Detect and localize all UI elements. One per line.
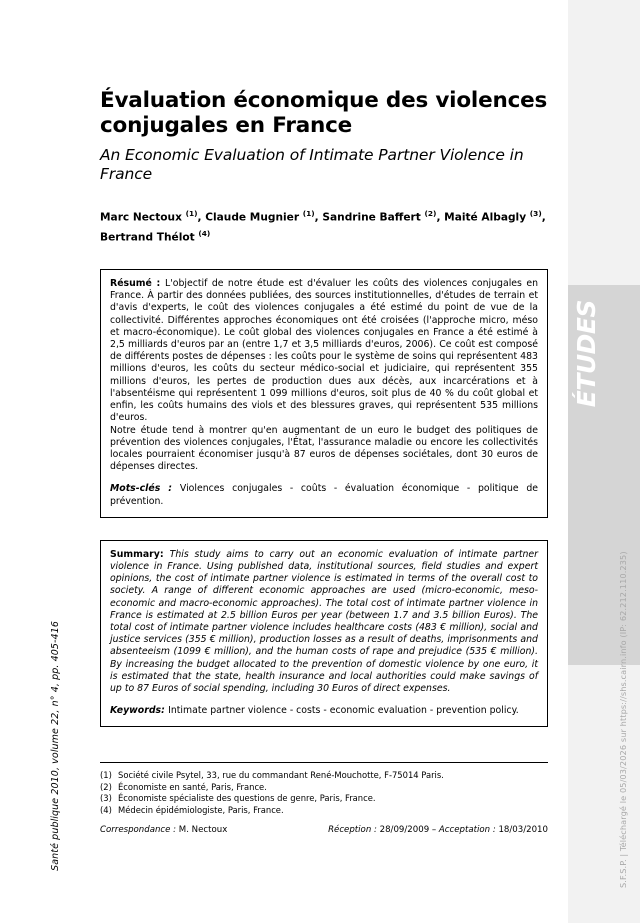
correspondence-row — [100, 825, 548, 835]
author-name-3: Sandrine Baffert — [322, 211, 425, 224]
abstract-fr-label: Résumé : — [110, 278, 165, 290]
keywords-fr — [110, 483, 538, 507]
author-affiliation-marker-2: (1) — [302, 209, 315, 218]
footnote-list — [100, 770, 548, 816]
acceptation-date: 18/03/2010 — [498, 825, 548, 835]
author-name-5: Bertrand Thélot — [100, 231, 199, 244]
footnote-item — [100, 793, 548, 805]
author-affiliation-marker-4: (3) — [529, 209, 542, 218]
page-subtitle: An Economic Evaluation of Intimate Partner Violence in France — [100, 146, 524, 183]
author-sep-2: , — [314, 211, 323, 224]
author-name-2: Claude Mugnier — [205, 211, 303, 224]
journal-citation-vertical: Santé publique 2010, volume 22, n° 4, pp. 405-416 — [50, 621, 61, 871]
keywords-fr-label: Mots-clés : — [110, 483, 180, 495]
date-separator: – — [431, 825, 439, 835]
keywords-en-label: Keywords: — [110, 705, 169, 717]
abstract-box-french — [100, 269, 548, 518]
abstract-fr-paragraph-2: Notre étude tend à montrer qu'en augmentant de un euro le budget des politiques de prévention des violences conjugales, l'État, l'assurance maladie ou encore les collectivités locales pourraient économiser jusqu'à 87 euros de dépenses sociétales, dont 30 euros de dépenses directes. — [110, 424, 538, 473]
correspondence-label: Correspondance : — [100, 825, 179, 835]
author-name-1: Marc Nectoux — [100, 211, 186, 224]
footnote-item — [100, 805, 548, 817]
author-name-4: Maité Albagly — [444, 211, 530, 224]
page-title: Évaluation économique des violences conjugales en France — [100, 88, 548, 138]
footnote-text: Médecin épidémiologiste, Paris, France. — [118, 804, 284, 815]
footnote-divider — [100, 762, 548, 763]
abstract-en-paragraph-1 — [110, 549, 538, 695]
footnote-text: Économiste spécialiste des questions de genre, Paris, France. — [118, 793, 376, 804]
abstract-fr-paragraph-1 — [110, 278, 538, 424]
footnote-text: Économiste en santé, Paris, France. — [118, 781, 267, 792]
acceptation-label: Acceptation : — [438, 825, 499, 835]
section-tab-label: ÉTUDES — [572, 300, 601, 408]
footnote-item — [100, 782, 548, 794]
download-watermark-text: S.F.S.P. | Téléchargé le 05/03/2026 sur https://shs.cairn.info (IP: 62.212.110.235) — [618, 551, 628, 888]
abstract-box-english — [100, 540, 548, 728]
keywords-fr-value: Violences conjugales - coûts - évaluation économique - politique de prévention. — [110, 483, 538, 507]
reception-date: 28/09/2009 — [379, 825, 432, 835]
footnote-marker: (2) — [100, 781, 112, 792]
correspondence-value: M. Nectoux — [178, 825, 228, 835]
author-affiliation-marker-1: (1) — [185, 209, 198, 218]
author-sep-3: , — [436, 211, 445, 224]
abstract-fr-text-1: L'objectif de notre étude est d'évaluer les coûts des violences conjugales en France. À partir des données publiées, des sources institutionnelles, d'études de terrain et d'avis d'experts, le coût des violences conjugales a été estimé du point de vue de la collectivité. Différentes approches économiques ont été croisées (l'approche micro, méso et macro-économique). Le coût global des violences conjugales en France a été estimé à 2,5 milliards d'euros par an (entre 1,7 et 3,5 milliards d'euros, 2006). Ce coût est composé de différents postes de dépenses : les coûts pour le système de soins qui représentent 483 millions d'euros, les coûts du secteur médico-social et judiciaire, qui représentent 355 millions d'euros, les pertes de production dues aux décès, aux incarcérations et à l'absentéisme qui représentent 1 099 millions d'euros, soit plus de 40 % du coût global et enfin, les coûts humains des viols et des blessures graves, qui représentent 535 millions d'euros. — [110, 278, 538, 424]
author-affiliation-marker-5: (4) — [198, 228, 211, 238]
abstract-en-text-1: This study aims to carry out an economic evaluation of intimate partner violence in France. Using published data, institutional sources, field studies and expert opinions, the cost of intimate partner violence is estimated in terms of the overall cost to society. A range of different economic approaches are used (micro-economic, meso-economic and macro-economic approaches). The total cost of intimate partner violence in France is estimated at 2.5 billion Euros per year (between 1.7 and 3.5 billion Euros). The total cost of intimate partner violence includes healthcare costs (483 € million), social and justice services (355 € million), production losses as a result of deaths, imprisonments and absenteeism (1099 € million), and the human costs of rape and prejudice (535 € million). By increasing the budget allocated to the prevention of domestic violence by one euro, it is estimated that the state, health insurance and local authorities could make savings of up to 87 Euros of social spending, including 30 Euros of direct expenses. — [110, 548, 538, 694]
author-sep-1: , — [197, 211, 206, 224]
author-affiliation-marker-3: (2) — [424, 209, 437, 218]
footnote-marker: (1) — [100, 770, 112, 780]
keywords-en-value: Intimate partner violence - costs - economic evaluation - prevention policy. — [168, 705, 519, 717]
footnote-item — [100, 770, 548, 782]
footnote-marker: (3) — [100, 793, 112, 804]
article-content-column — [100, 0, 548, 727]
footnote-text: Société civile Psytel, 33, rue du commandant René-Mouchotte, F-75014 Paris. — [118, 770, 444, 780]
keywords-en — [110, 705, 538, 717]
dates-block — [328, 825, 548, 835]
abstract-en-label: Summary: — [110, 548, 170, 560]
right-sidebar-rail — [568, 0, 640, 923]
correspondence-block — [100, 825, 227, 835]
footnote-marker: (4) — [100, 804, 112, 815]
author-list — [100, 206, 548, 245]
author-sep-4: , — [541, 211, 546, 224]
reception-label: Réception : — [328, 825, 380, 835]
